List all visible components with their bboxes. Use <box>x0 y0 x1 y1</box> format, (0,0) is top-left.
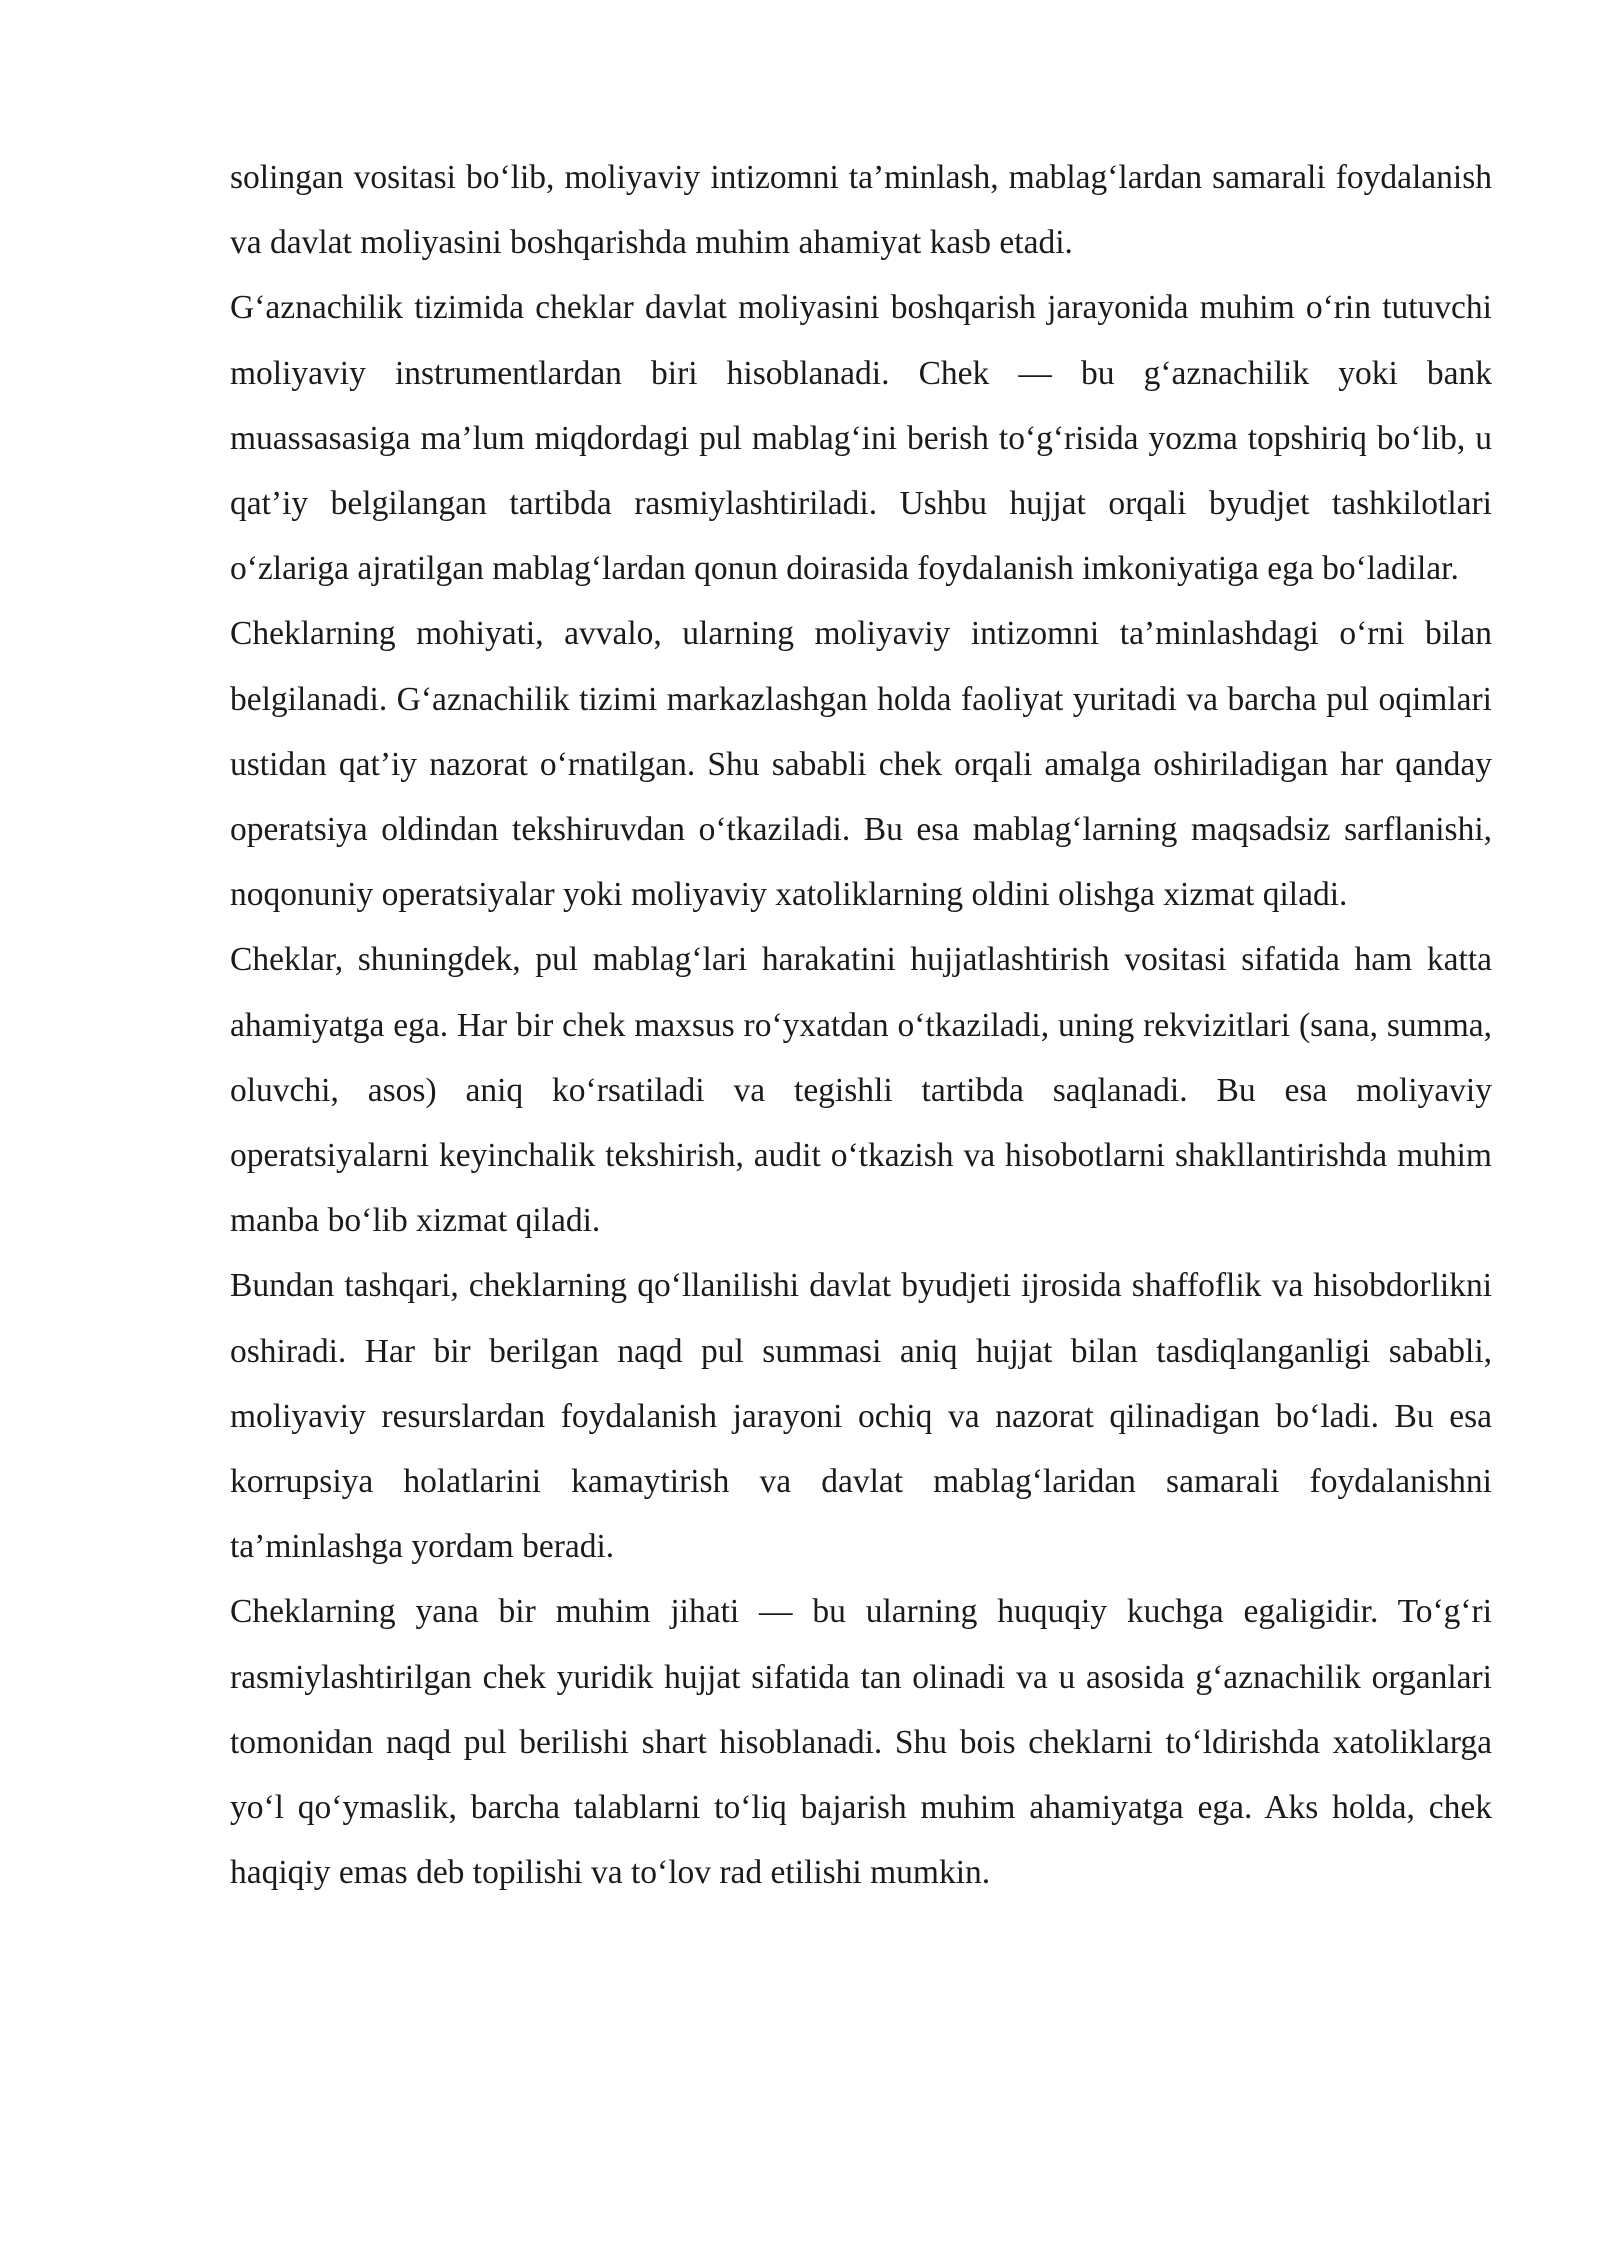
paragraph-5: Bundan tashqari, cheklarning qo‘llanilishi davlat byudjeti ijrosida shaffoflik va hisobdorlikni oshiradi. Har bir berilgan naqd pul summasi aniq hujjat bilan tasdiqlanganligi sababli, moliyaviy resurslardan foydalanish jarayoni ochiq va nazorat qilinadigan bo‘ladi. Bu esa korrupsiya holatlarini kamaytirish va davlat mablag‘laridan samarali foydalanishni ta’minlashga yordam beradi. <box>230 1267 1492 1566</box>
paragraph-1: solingan vositasi bo‘lib, moliyaviy intizomni ta’minlash, mablag‘lardan samarali foydalanish va davlat moliyasini boshqarishda muhim ahamiyat kasb etadi. <box>230 159 1492 262</box>
body-text <box>230 145 1492 1905</box>
paragraph-6: Cheklarning yana bir muhim jihati — bu ularning huquqiy kuchga egaligidir. To‘g‘ri rasmiylashtirilgan chek yuridik hujjat sifatida tan olinadi va u asosida g‘aznachilik organlari tomonidan naqd pul berilishi shart hisoblanadi. Shu bois cheklarni to‘ldirishda xatoliklarga yo‘l qo‘ymaslik, barcha talablarni to‘liq bajarish muhim ahamiyatga ega. Aks holda, chek haqiqiy emas deb topilishi va to‘lov rad etilishi mumkin. <box>230 1593 1492 1892</box>
paragraph-2: G‘aznachilik tizimida cheklar davlat moliyasini boshqarish jarayonida muhim o‘rin tutuvchi moliyaviy instrumentlardan biri hisoblanadi. Chek — bu g‘aznachilik yoki bank muassasasiga ma’lum miqdordagi pul mablag‘ini berish to‘g‘risida yozma topshiriq bo‘lib, u qat’iy belgilangan tartibda rasmiylashtiriladi. Ushbu hujjat orqali byudjet tashkilotlari o‘zlariga ajratilgan mablag‘lardan qonun doirasida foydalanish imkoniyatiga ega bo‘ladilar. <box>230 289 1492 588</box>
paragraph-4: Cheklar, shuningdek, pul mablag‘lari harakatini hujjatlashtirish vositasi sifatida ham katta ahamiyatga ega. Har bir chek maxsus ro‘yxatdan o‘tkaziladi, uning rekvizitlari (sana, summa, oluvchi, asos) aniq ko‘rsatiladi va tegishli tartibda saqlanadi. Bu esa moliyaviy operatsiyalarni keyinchalik tekshirish, audit o‘tkazish va hisobotlarni shakllantirishda muhim manba bo‘lib xizmat qiladi. <box>230 941 1492 1240</box>
paragraph-3: Cheklarning mohiyati, avvalo, ularning moliyaviy intizomni ta’minlashdagi o‘rni bilan belgilanadi. G‘aznachilik tizimi markazlashgan holda faoliyat yuritadi va barcha pul oqimlari ustidan qat’iy nazorat o‘rnatilgan. Shu sababli chek orqali amalga oshiriladigan har qanday operatsiya oldindan tekshiruvdan o‘tkaziladi. Bu esa mablag‘larning maqsadsiz sarflanishi, noqonuniy operatsiyalar yoki moliyaviy xatoliklarning oldini olishga xizmat qiladi. <box>230 615 1492 914</box>
